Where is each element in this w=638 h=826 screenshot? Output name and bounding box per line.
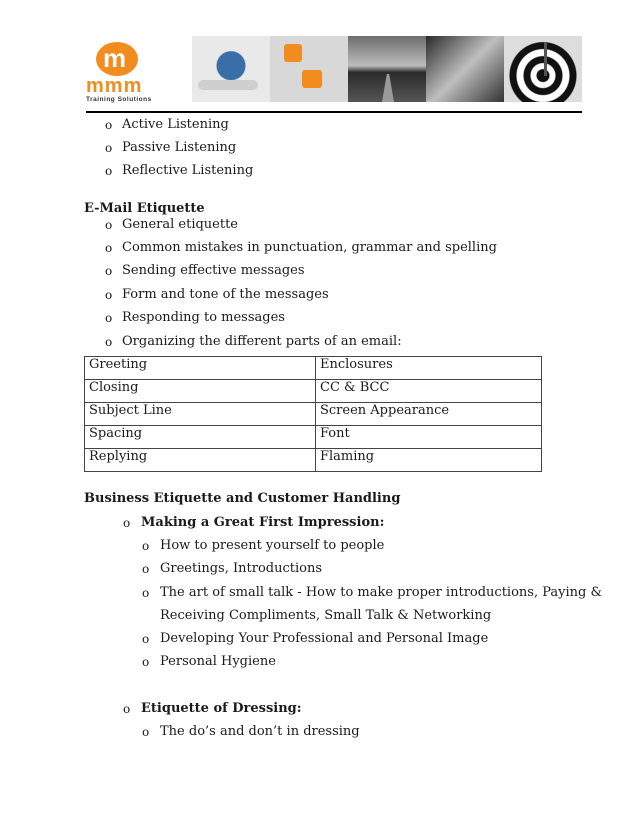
- table-cell: Enclosures: [316, 357, 542, 380]
- page-header: [86, 34, 582, 114]
- table-row: [85, 357, 542, 380]
- bullet-icon: o: [105, 335, 113, 349]
- banner-road-image: [348, 36, 426, 102]
- dart-shape: [544, 42, 547, 76]
- list-item: Greetings, Introductions: [160, 561, 322, 576]
- list-item: Responding to messages: [122, 310, 285, 325]
- logo-wordmark: mmm: [86, 75, 143, 97]
- bullet-icon: o: [142, 655, 150, 669]
- bullet-icon: o: [105, 288, 113, 302]
- list-item: The art of small talk - How to make proper introductions, Paying &: [160, 585, 603, 600]
- puzzle-piece: [302, 70, 322, 88]
- list-item: Organizing the different parts of an email:: [122, 334, 402, 349]
- section-heading: Business Etiquette and Customer Handling: [84, 491, 401, 506]
- list-item: General etiquette: [122, 217, 239, 232]
- list-item-continuation: Receiving Compliments, Small Talk & Networking: [160, 608, 492, 623]
- table-cell: Screen Appearance: [316, 403, 542, 426]
- list-item: Form and tone of the messages: [122, 287, 329, 302]
- hand-shape: [198, 80, 258, 90]
- header-banner: [192, 36, 582, 102]
- banner-success-image: [426, 36, 504, 102]
- bullet-icon: o: [105, 141, 113, 155]
- list-item: Active Listening: [122, 117, 229, 132]
- logo-letter: m: [103, 43, 127, 73]
- table-cell: Flaming: [316, 449, 542, 472]
- list-item: Sending effective messages: [122, 263, 305, 278]
- header-divider: [86, 111, 582, 113]
- bullet-icon: o: [142, 632, 150, 646]
- table-cell: Closing: [85, 380, 316, 403]
- bullet-icon: o: [142, 586, 150, 600]
- table-cell: CC & BCC: [316, 380, 542, 403]
- banner-globe-image: [192, 36, 270, 102]
- list-item: Reflective Listening: [122, 163, 254, 178]
- list-item: How to present yourself to people: [160, 538, 385, 553]
- bullet-icon: o: [105, 164, 113, 178]
- table-cell: Replying: [85, 449, 316, 472]
- table-row: [85, 449, 542, 472]
- table-row: [85, 403, 542, 426]
- table-cell: Spacing: [85, 426, 316, 449]
- list-item: Common mistakes in punctuation, grammar and spelling: [122, 240, 497, 255]
- bullet-icon: o: [142, 539, 150, 553]
- logo-subtitle: Training Solutions: [86, 96, 152, 103]
- banner-puzzle-image: [270, 36, 348, 102]
- section-heading: E-Mail Etiquette: [84, 201, 205, 216]
- banner-target-image: [504, 36, 582, 102]
- table-cell: Subject Line: [85, 403, 316, 426]
- list-item: The do’s and don’t in dressing: [160, 724, 360, 739]
- road-shape: [382, 74, 394, 102]
- bullet-icon: o: [123, 516, 131, 530]
- bullet-icon: o: [123, 702, 131, 716]
- bullet-icon: o: [105, 118, 113, 132]
- list-item: Personal Hygiene: [160, 654, 276, 669]
- subsection-title: Making a Great First Impression:: [141, 515, 385, 530]
- bullet-icon: o: [105, 241, 113, 255]
- bullet-icon: o: [142, 725, 150, 739]
- bullet-icon: o: [105, 218, 113, 232]
- table-row: [85, 426, 542, 449]
- list-item: Passive Listening: [122, 140, 237, 155]
- bullet-icon: o: [105, 311, 113, 325]
- bullet-icon: o: [142, 562, 150, 576]
- company-logo: [86, 36, 186, 102]
- subsection-title: Etiquette of Dressing:: [141, 701, 302, 716]
- table-cell: Greeting: [85, 357, 316, 380]
- table-row: [85, 380, 542, 403]
- table-cell: Font: [316, 426, 542, 449]
- list-item: Developing Your Professional and Personal Image: [160, 631, 489, 646]
- bullet-icon: o: [105, 264, 113, 278]
- puzzle-piece: [284, 44, 302, 62]
- email-parts-table: [84, 356, 542, 472]
